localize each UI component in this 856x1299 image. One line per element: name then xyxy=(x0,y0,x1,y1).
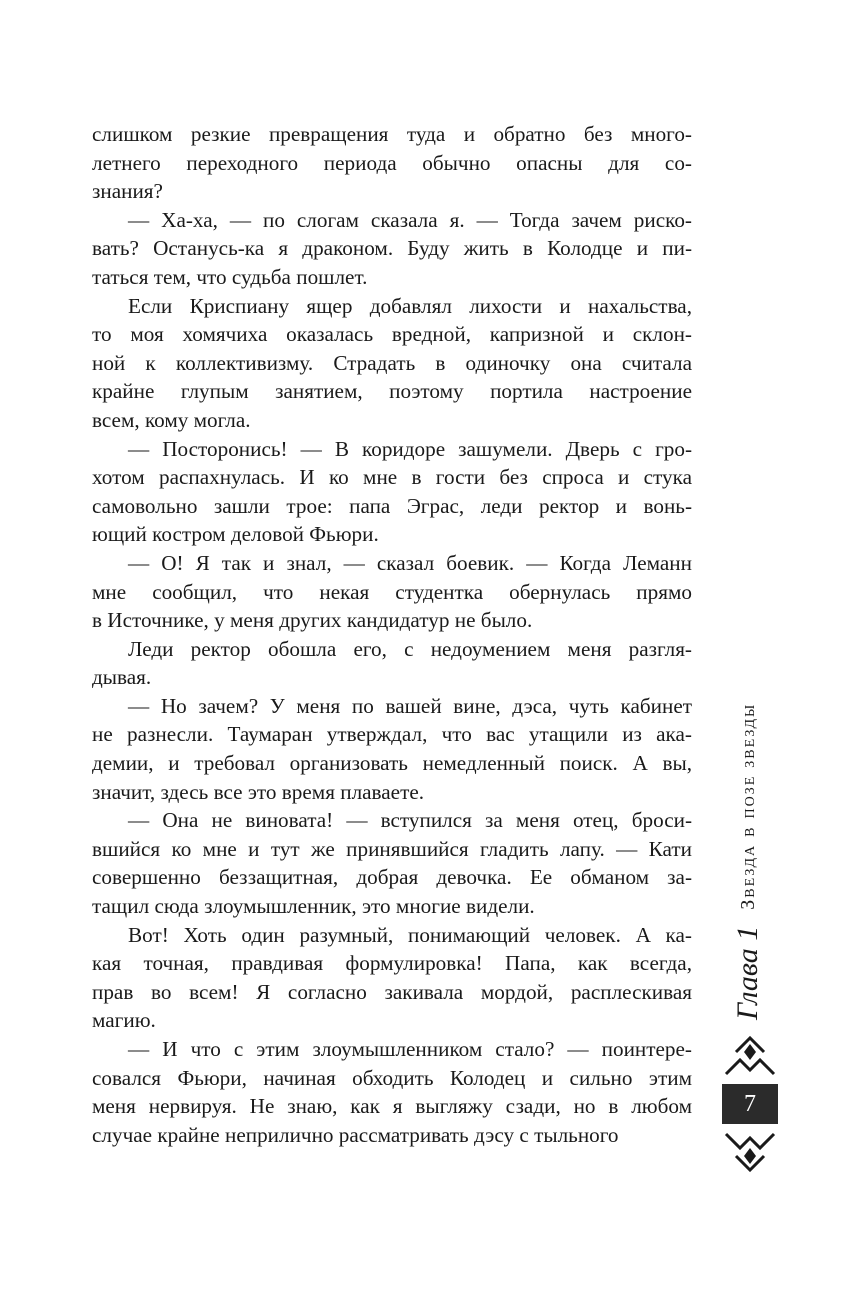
text-line: случае крайне неприлично рассматривать дэсу с тыльного xyxy=(92,1122,619,1147)
body-text xyxy=(92,120,692,1149)
text-line: Леди ректор обошла его, с недоумением меня разгля- xyxy=(128,636,692,661)
text-line: кая точная, правдивая формулировка! Папа, как всегда, xyxy=(92,951,692,976)
text-line: — Ха-ха, — по слогам сказала я. — Тогда зачем риско- xyxy=(128,207,692,232)
text-line: — Она не виновата! — вступился за меня отец, броси- xyxy=(128,808,692,833)
page-number-box xyxy=(722,1084,778,1124)
text-line: таться тем, что судьба пошлет. xyxy=(92,264,368,289)
text-line: совался Фьюри, начиная обходить Колодец и сильно этим xyxy=(92,1065,692,1090)
text-line: — О! Я так и знал, — сказал боевик. — Когда Леманн xyxy=(128,550,692,575)
text-line: Вот! Хоть один разумный, понимающий человек. А ка- xyxy=(128,922,692,947)
paragraph xyxy=(92,921,692,1035)
ornament-top-icon xyxy=(722,1030,778,1080)
text-line: слишком резкие превращения туда и обратно без много- xyxy=(92,122,692,146)
paragraph xyxy=(92,549,692,635)
paragraph xyxy=(92,1035,692,1149)
text-line: то моя хомячиха оказалась вредной, капризной и склон- xyxy=(92,322,692,347)
text-line: совершенно беззащитная, добрая девочка. Ее обманом за- xyxy=(92,865,692,890)
text-line: самовольно зашли трое: папа Эграс, леди ректор и вонь- xyxy=(92,493,692,518)
text-line: всем, кому могла. xyxy=(92,407,251,432)
paragraph xyxy=(92,806,692,920)
text-line: тащил сюда злоумышленник, это многие видели. xyxy=(92,894,535,919)
text-line: — Посторонись! — В коридоре зашумели. Дверь с гро- xyxy=(128,436,692,461)
paragraph xyxy=(92,435,692,549)
text-line: — И что с этим злоумышленником стало? — поинтере- xyxy=(128,1037,692,1061)
paragraph xyxy=(92,206,692,292)
page-number: 7 xyxy=(744,1090,756,1117)
paragraph xyxy=(92,292,692,435)
text-line: вать? Останусь-ка я драконом. Буду жить в Колодце и пи- xyxy=(92,236,692,261)
text-line: не разнесли. Таумаран утверждал, что вас утащили из ака- xyxy=(92,722,692,747)
text-line: Если Криспиану ящер добавлял лихости и нахальства, xyxy=(128,293,692,318)
text-line: — Но зачем? У меня по вашей вине, дэса, чуть кабинет xyxy=(128,693,692,718)
text-line: в Источнике, у меня других кандидатур не было. xyxy=(92,608,533,633)
running-head xyxy=(728,702,768,1020)
text-line: меня нервируя. Не знаю, как я выгляжу сзади, но в любом xyxy=(92,1094,692,1119)
chapter-label: Глава 1 xyxy=(731,925,764,1020)
chapter-title: Звезда в позе звезды xyxy=(736,702,759,910)
text-line: ющий костром деловой Фьюри. xyxy=(92,522,379,547)
text-line: магию. xyxy=(92,1008,156,1033)
text-line: летнего переходного периода обычно опасны для со- xyxy=(92,150,692,175)
paragraph xyxy=(92,120,692,206)
ornament-bottom-icon xyxy=(722,1128,778,1178)
text-line: мне сообщил, что некая студентка обернулась прямо xyxy=(92,579,692,604)
text-line: дывая. xyxy=(92,665,152,690)
paragraph xyxy=(92,635,692,692)
text-line: прав во всем! Я согласно закивала мордой, расплескивая xyxy=(92,979,692,1004)
text-line: знания? xyxy=(92,179,163,204)
text-line: хотом распахнулась. И ко мне в гости без спроса и стука xyxy=(92,465,692,490)
text-line: ной к коллективизму. Страдать в одиночку она считала xyxy=(92,350,692,375)
text-line: вшийся ко мне и тут же принявшийся гладить лапу. — Кати xyxy=(92,836,692,861)
paragraph xyxy=(92,692,692,806)
text-line: демии, и требовал организовать немедленный поиск. А вы, xyxy=(92,751,692,776)
text-line: значит, здесь все это время плаваете. xyxy=(92,779,425,804)
text-line: крайне глупым занятием, поэтому портила настроение xyxy=(92,379,692,404)
